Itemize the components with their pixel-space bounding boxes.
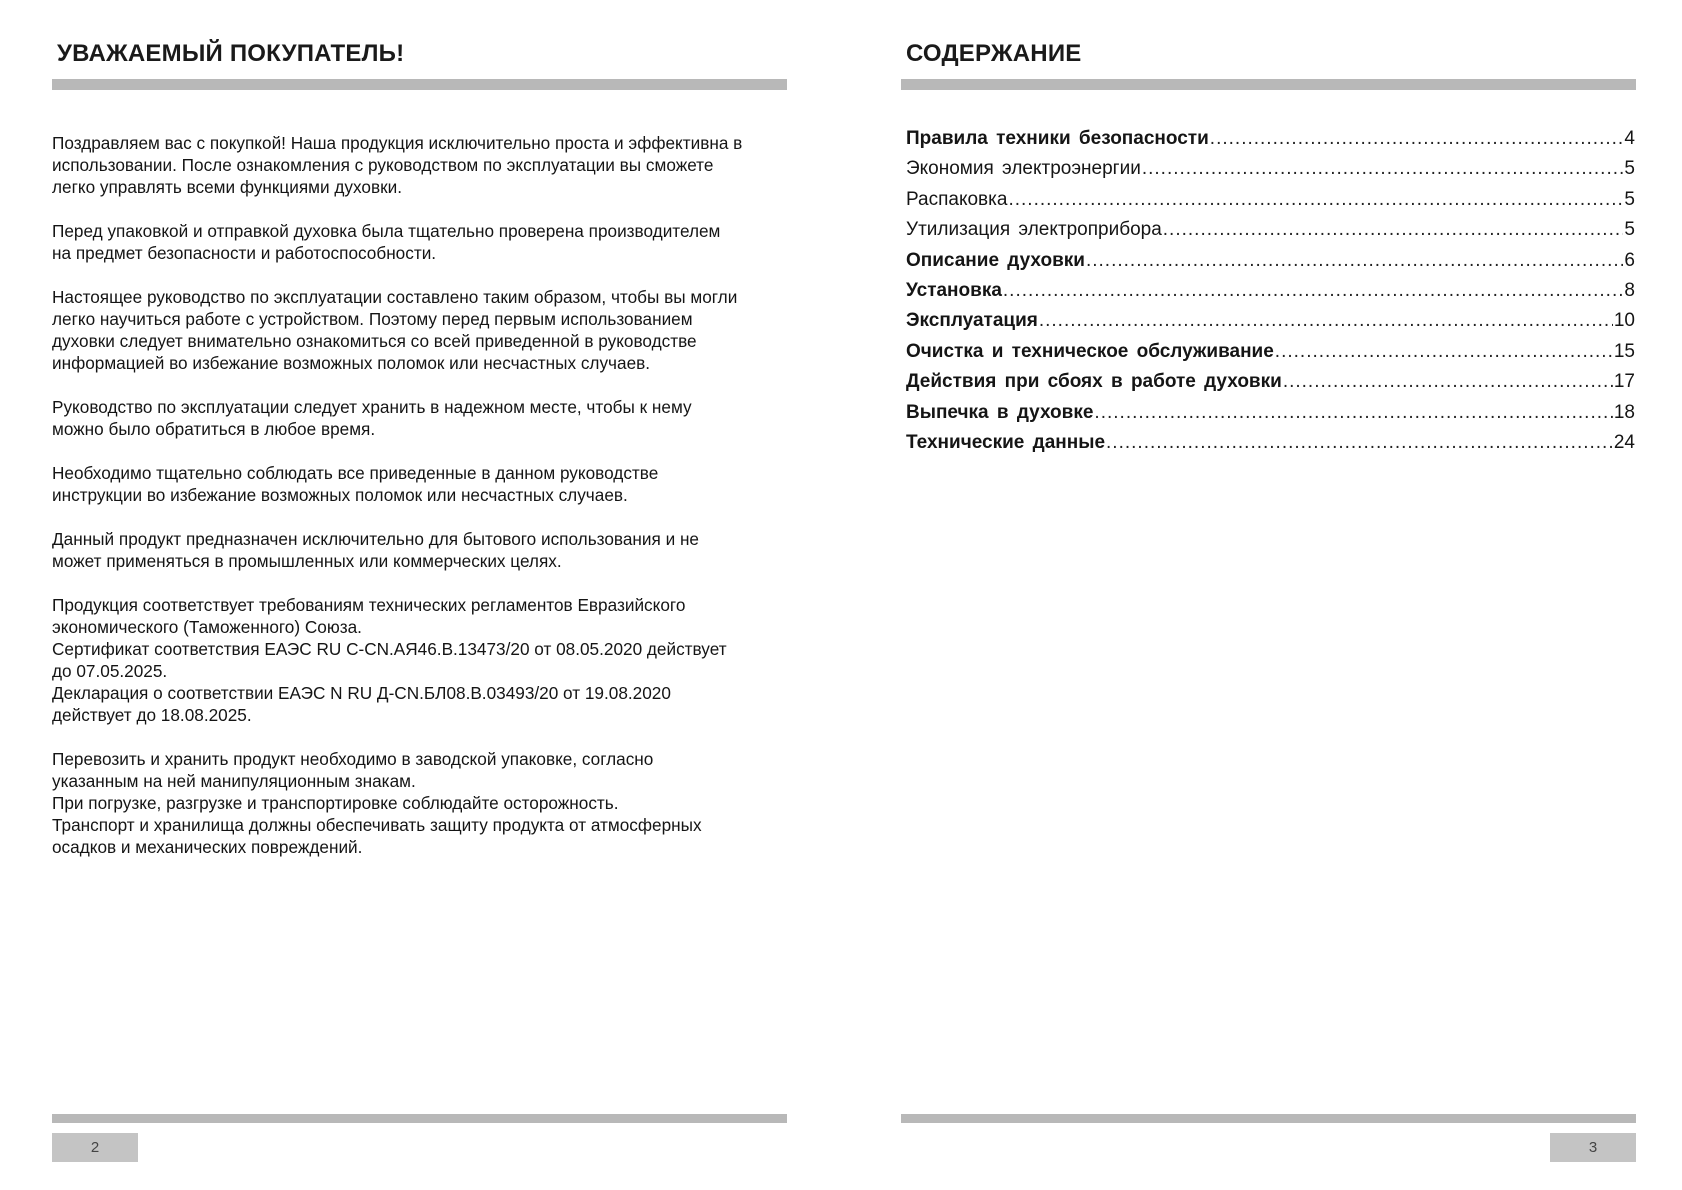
paragraph (52, 286, 792, 374)
toc-entry-label: Очистка и техническое обслуживание (906, 340, 1274, 362)
left-page (52, 0, 787, 1190)
toc-entry-label: Установка (906, 279, 1002, 301)
paragraph (52, 220, 792, 264)
text-line: инструкции во избежание возможных поломок или несчастных случаев. (52, 485, 628, 505)
contents-title: СОДЕРЖАНИЕ (906, 40, 1082, 67)
toc-entry-page: 4 (1624, 128, 1635, 149)
toc-entry-page: 18 (1613, 401, 1635, 423)
footer-rule (901, 1114, 1636, 1123)
header-rule (901, 79, 1636, 90)
header-rule (52, 79, 787, 90)
text-line: использовании. После ознакомления с руководством по эксплуатации вы сможете (52, 155, 714, 175)
toc-leader-dots (1008, 189, 1623, 211)
text-line: Перед упаковкой и отправкой духовка была тщательно проверена производителем (52, 221, 721, 241)
toc-leader-dots (1106, 432, 1613, 454)
toc-leader-dots (1094, 402, 1612, 424)
toc-leader-dots (1163, 219, 1624, 241)
toc-entry[interactable] (906, 250, 1635, 280)
text-line: может применяться в промышленных или коммерческих целях. (52, 551, 562, 571)
text-line: духовки следует внимательно ознакомиться со всей приведенной в руководстве (52, 331, 697, 351)
text-line: указанным на ней манипуляционным знакам. (52, 771, 416, 791)
paragraph (52, 132, 792, 198)
paragraph (52, 528, 792, 572)
toc-entry[interactable] (906, 189, 1635, 219)
text-line: При погрузке, разгрузке и транспортировке соблюдайте осторожность. (52, 793, 619, 813)
text-line: информацией во избежание возможных поломок или несчастных случаев. (52, 353, 651, 373)
toc-entry-label: Эксплуатация (906, 310, 1038, 332)
paragraph (52, 594, 792, 726)
toc-entry[interactable] (906, 341, 1635, 371)
text-line: Поздравляем вас с покупкой! Наша продукция исключительно проста и эффективна в (52, 133, 743, 153)
body-text (52, 132, 792, 880)
toc-entry-label: Выпечка в духовке (906, 401, 1094, 423)
toc-leader-dots (1039, 310, 1613, 332)
toc-entry-page: 24 (1613, 431, 1635, 453)
footer-rule (52, 1114, 787, 1123)
text-line: легко научиться работе с устройством. Поэтому перед первым использованием (52, 309, 693, 329)
right-page (901, 0, 1636, 1190)
toc-entry[interactable] (906, 219, 1635, 249)
toc-entry[interactable] (906, 280, 1635, 310)
text-line: Перевозить и хранить продукт необходимо в заводской упаковке, согласно (52, 749, 654, 769)
text-line: на предмет безопасности и работоспособности. (52, 243, 437, 263)
toc-entry[interactable] (906, 371, 1635, 401)
table-of-contents (906, 128, 1635, 462)
paragraph (52, 748, 792, 858)
toc-entry-label: Экономия электроэнергии (906, 158, 1141, 180)
text-line: легко управлять всеми функциями духовки. (52, 177, 402, 197)
toc-leader-dots (1086, 250, 1623, 272)
toc-entry[interactable] (906, 402, 1635, 432)
toc-leader-dots (1275, 341, 1613, 363)
toc-entry[interactable] (906, 432, 1635, 462)
text-line: Необходимо тщательно соблюдать все приведенные в данном руководстве (52, 463, 659, 483)
page-title: УВАЖАЕМЫЙ ПОКУПАТЕЛЬ! (57, 40, 405, 67)
text-line: экономического (Таможенного) Союза. (52, 617, 362, 637)
toc-leader-dots (1142, 158, 1624, 180)
toc-entry[interactable] (906, 128, 1635, 158)
text-line: Данный продукт предназначен исключительно для бытового использования и не (52, 529, 699, 549)
toc-entry-page: 5 (1624, 188, 1635, 210)
paragraph (52, 462, 792, 506)
toc-entry-page: 8 (1624, 279, 1635, 301)
toc-entry-page: 6 (1624, 249, 1635, 271)
toc-entry-label: Утилизация электроприбора (906, 219, 1162, 241)
text-line: Сертификат соответствия ЕАЭС RU C-CN.АЯ46.В.13473/20 от 08.05.2020 действует (52, 639, 727, 659)
toc-leader-dots (1210, 128, 1624, 150)
page-number: 2 (52, 1133, 138, 1162)
text-line: Руководство по эксплуатации следует хранить в надежном месте, чтобы к нему (52, 397, 692, 417)
toc-entry[interactable] (906, 158, 1635, 188)
toc-entry-page: 17 (1613, 371, 1635, 393)
text-line: до 07.05.2025. (52, 661, 168, 681)
toc-entry-label: Технические данные (906, 431, 1106, 453)
text-line: действует до 18.08.2025. (52, 705, 252, 725)
page-number: 3 (1550, 1133, 1636, 1162)
text-line: Транспорт и хранилища должны обеспечивать защиту продукта от атмосферных (52, 815, 702, 835)
toc-leader-dots (1003, 280, 1624, 302)
toc-entry-page: 10 (1613, 310, 1635, 332)
toc-entry-label: Действия при сбоях в работе духовки (906, 371, 1282, 393)
toc-entry-label: Правила техники безопасности (906, 128, 1209, 149)
text-line: можно было обратиться в любое время. (52, 419, 376, 439)
toc-entry[interactable] (906, 310, 1635, 340)
text-line: Настоящее руководство по эксплуатации составлено таким образом, чтобы вы могли (52, 287, 738, 307)
paragraph (52, 396, 792, 440)
text-line: Продукция соответствует требованиям технических регламентов Евразийского (52, 595, 686, 615)
text-line: осадков и механических повреждений. (52, 837, 363, 857)
toc-entry-label: Распаковка (906, 188, 1008, 210)
toc-entry-page: 5 (1624, 219, 1635, 241)
toc-entry-page: 15 (1613, 340, 1635, 362)
toc-entry-label: Описание духовки (906, 249, 1085, 271)
text-line: Декларация о соответствии ЕАЭС N RU Д-CN.БЛ08.В.03493/20 от 19.08.2020 (52, 683, 671, 703)
toc-entry-page: 5 (1624, 158, 1635, 180)
toc-leader-dots (1283, 371, 1613, 393)
